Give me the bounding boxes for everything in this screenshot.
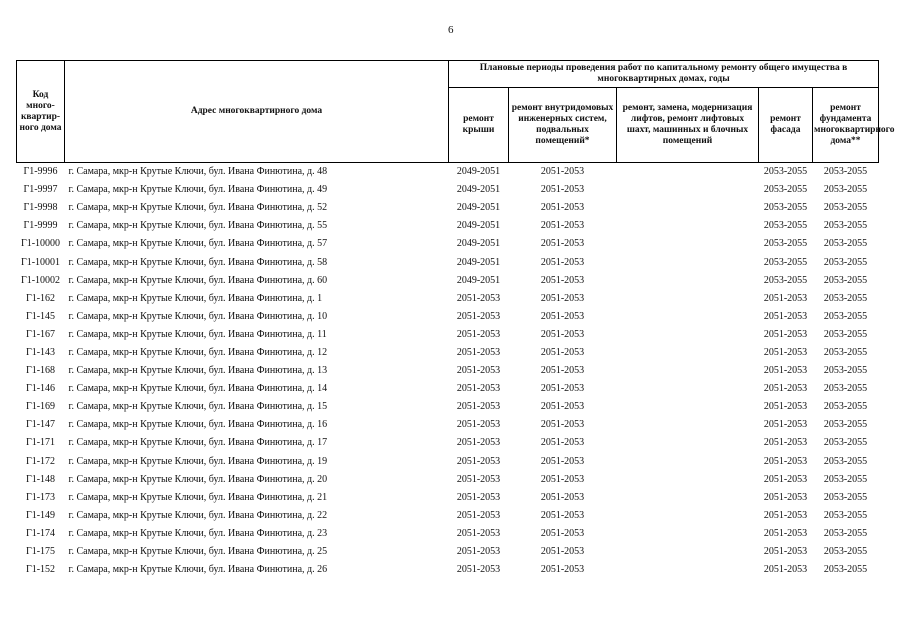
row-systems: 2051-2053 (540, 346, 585, 358)
row-lifts (617, 489, 759, 507)
row-address: г. Самара, мкр-н Крутые Ключи, бул. Ивана Финютина, д. 11 (68, 328, 327, 340)
row-code: Г1-9996 (23, 166, 58, 178)
row-code: Г1-167 (25, 328, 56, 340)
row-lifts (617, 290, 759, 308)
header-systems: ремонт внутридомовых инженерных систем, подвальных помещений* (509, 88, 617, 163)
row-roof: 2051-2053 (456, 328, 501, 340)
row-code: Г1-9998 (23, 202, 58, 214)
row-lifts (617, 217, 759, 235)
row-lifts (617, 434, 759, 452)
row-lifts (617, 453, 759, 471)
row-foundation: 2053-2055 (823, 202, 868, 214)
table-row (17, 253, 879, 271)
header-address: Адрес многоквартирного дома (65, 61, 449, 163)
row-roof: 2049-2051 (456, 238, 501, 250)
row-address: г. Самара, мкр-н Крутые Ключи, бул. Ивана Финютина, д. 25 (68, 546, 328, 558)
row-roof: 2051-2053 (456, 419, 501, 431)
header-foundation: ремонт фундамента многоквартирного дома** (813, 88, 879, 163)
row-facade: 2051-2053 (763, 455, 808, 467)
row-facade: 2053-2055 (763, 220, 808, 232)
row-roof: 2051-2053 (456, 383, 501, 395)
row-foundation: 2053-2055 (823, 473, 868, 485)
row-code: Г1-168 (25, 365, 56, 377)
row-roof: 2049-2051 (456, 184, 501, 196)
header-roof: ремонт крыши (449, 88, 509, 163)
row-foundation: 2053-2055 (823, 328, 868, 340)
row-code: Г1-148 (25, 473, 56, 485)
row-code: Г1-10000 (20, 238, 61, 250)
row-facade: 2053-2055 (763, 256, 808, 268)
row-foundation: 2053-2055 (823, 220, 868, 232)
row-address: г. Самара, мкр-н Крутые Ключи, бул. Ивана Финютина, д. 19 (68, 455, 328, 467)
row-foundation: 2053-2055 (823, 401, 868, 413)
row-lifts (617, 181, 759, 199)
row-foundation: 2053-2055 (823, 546, 868, 558)
row-systems: 2051-2053 (540, 166, 585, 178)
row-systems: 2051-2053 (540, 564, 585, 576)
table-row (17, 290, 879, 308)
row-roof: 2049-2051 (456, 256, 501, 268)
table-row (17, 163, 879, 182)
row-code: Г1-10001 (20, 256, 61, 268)
table-row (17, 434, 879, 452)
row-lifts (617, 362, 759, 380)
row-code: Г1-147 (25, 419, 56, 431)
row-address: г. Самара, мкр-н Крутые Ключи, бул. Ивана Финютина, д. 20 (68, 473, 328, 485)
table-row (17, 199, 879, 217)
row-roof: 2051-2053 (456, 292, 501, 304)
row-code: Г1-152 (25, 564, 56, 576)
row-code: Г1-175 (25, 546, 56, 558)
row-facade: 2051-2053 (763, 383, 808, 395)
row-foundation: 2053-2055 (823, 491, 868, 503)
row-systems: 2051-2053 (540, 455, 585, 467)
row-foundation: 2053-2055 (823, 365, 868, 377)
row-systems: 2051-2053 (540, 473, 585, 485)
row-systems: 2051-2053 (540, 256, 585, 268)
row-address: г. Самара, мкр-н Крутые Ключи, бул. Ивана Финютина, д. 22 (68, 509, 328, 521)
row-lifts (617, 326, 759, 344)
row-roof: 2049-2051 (456, 220, 501, 232)
table-row (17, 453, 879, 471)
row-systems: 2051-2053 (540, 202, 585, 214)
row-facade: 2051-2053 (763, 346, 808, 358)
table-body (17, 163, 879, 580)
row-address: г. Самара, мкр-н Крутые Ключи, бул. Ивана Финютина, д. 52 (68, 202, 328, 214)
row-systems: 2051-2053 (540, 365, 585, 377)
row-address: г. Самара, мкр-н Крутые Ключи, бул. Ивана Финютина, д. 57 (68, 238, 328, 250)
row-address: г. Самара, мкр-н Крутые Ключи, бул. Ивана Финютина, д. 21 (68, 491, 328, 503)
row-code: Г1-9997 (23, 184, 58, 196)
row-address: г. Самара, мкр-н Крутые Ключи, бул. Ивана Финютина, д. 58 (68, 256, 328, 268)
row-address: г. Самара, мкр-н Крутые Ключи, бул. Ивана Финютина, д. 55 (68, 220, 328, 232)
row-address: г. Самара, мкр-н Крутые Ключи, бул. Ивана Финютина, д. 48 (68, 166, 328, 178)
row-facade: 2051-2053 (763, 491, 808, 503)
row-foundation: 2053-2055 (823, 346, 868, 358)
row-lifts (617, 525, 759, 543)
row-facade: 2053-2055 (763, 274, 808, 286)
row-systems: 2051-2053 (540, 527, 585, 539)
row-address: г. Самара, мкр-н Крутые Ключи, бул. Ивана Финютина, д. 15 (68, 401, 328, 413)
row-foundation: 2053-2055 (823, 274, 868, 286)
row-code: Г1-172 (25, 455, 56, 467)
row-lifts (617, 199, 759, 217)
row-systems: 2051-2053 (540, 509, 585, 521)
table-row (17, 181, 879, 199)
row-systems: 2051-2053 (540, 184, 585, 196)
row-systems: 2051-2053 (540, 419, 585, 431)
row-foundation: 2053-2055 (823, 184, 868, 196)
row-facade: 2053-2055 (763, 238, 808, 250)
row-systems: 2051-2053 (540, 238, 585, 250)
table-row (17, 416, 879, 434)
row-roof: 2051-2053 (456, 401, 501, 413)
table-row (17, 398, 879, 416)
row-facade: 2051-2053 (763, 527, 808, 539)
table-row (17, 235, 879, 253)
row-address: г. Самара, мкр-н Крутые Ключи, бул. Ивана Финютина, д. 23 (68, 527, 328, 539)
row-systems: 2051-2053 (540, 546, 585, 558)
row-code: Г1-149 (25, 509, 56, 521)
row-roof: 2051-2053 (456, 509, 501, 521)
row-lifts (617, 163, 759, 182)
row-roof: 2051-2053 (456, 346, 501, 358)
row-address: г. Самара, мкр-н Крутые Ключи, бул. Ивана Финютина, д. 26 (68, 564, 328, 576)
row-foundation: 2053-2055 (823, 455, 868, 467)
row-code: Г1-146 (25, 383, 56, 395)
row-facade: 2051-2053 (763, 546, 808, 558)
row-code: Г1-171 (25, 437, 56, 449)
page-number: 6 (448, 24, 454, 36)
row-facade: 2053-2055 (763, 184, 808, 196)
header-facade: ремонт фасада (759, 88, 813, 163)
row-lifts (617, 308, 759, 326)
row-facade: 2051-2053 (763, 365, 808, 377)
table-row (17, 525, 879, 543)
table-row (17, 362, 879, 380)
row-foundation: 2053-2055 (823, 383, 868, 395)
header-lifts: ремонт, замена, модернизация лифтов, ремонт лифтовых шахт, машинных и блочных помещений (617, 88, 759, 163)
row-roof: 2051-2053 (456, 564, 501, 576)
row-lifts (617, 235, 759, 253)
row-code: Г1-162 (25, 292, 56, 304)
row-systems: 2051-2053 (540, 274, 585, 286)
row-address: г. Самара, мкр-н Крутые Ключи, бул. Ивана Финютина, д. 14 (68, 383, 328, 395)
table-row (17, 380, 879, 398)
row-roof: 2049-2051 (456, 274, 501, 286)
row-facade: 2051-2053 (763, 564, 808, 576)
row-facade: 2051-2053 (763, 473, 808, 485)
row-facade: 2051-2053 (763, 310, 808, 322)
row-facade: 2053-2055 (763, 166, 808, 178)
row-systems: 2051-2053 (540, 292, 585, 304)
row-systems: 2051-2053 (540, 383, 585, 395)
row-roof: 2051-2053 (456, 365, 501, 377)
row-lifts (617, 507, 759, 525)
row-facade: 2051-2053 (763, 328, 808, 340)
row-address: г. Самара, мкр-н Крутые Ключи, бул. Ивана Финютина, д. 10 (68, 310, 328, 322)
repair-schedule-table (16, 60, 895, 579)
row-foundation: 2053-2055 (823, 310, 868, 322)
row-address: г. Самара, мкр-н Крутые Ключи, бул. Ивана Финютина, д. 49 (68, 184, 328, 196)
table-row (17, 217, 879, 235)
row-systems: 2051-2053 (540, 491, 585, 503)
row-code: Г1-169 (25, 401, 56, 413)
row-roof: 2051-2053 (456, 310, 501, 322)
row-facade: 2051-2053 (763, 437, 808, 449)
row-systems: 2051-2053 (540, 328, 585, 340)
table-row (17, 308, 879, 326)
row-foundation: 2053-2055 (823, 437, 868, 449)
row-foundation: 2053-2055 (823, 419, 868, 431)
row-lifts (617, 398, 759, 416)
row-lifts (617, 380, 759, 398)
row-foundation: 2053-2055 (823, 527, 868, 539)
row-address: г. Самара, мкр-н Крутые Ключи, бул. Ивана Финютина, д. 12 (68, 346, 328, 358)
row-address: г. Самара, мкр-н Крутые Ключи, бул. Ивана Финютина, д. 60 (68, 274, 328, 286)
row-facade: 2051-2053 (763, 401, 808, 413)
table-row (17, 344, 879, 362)
row-address: г. Самара, мкр-н Крутые Ключи, бул. Ивана Финютина, д. 1 (68, 292, 323, 304)
table-row (17, 507, 879, 525)
row-code: Г1-143 (25, 346, 56, 358)
row-facade: 2051-2053 (763, 509, 808, 521)
table-row (17, 272, 879, 290)
row-code: Г1-9999 (23, 220, 58, 232)
row-lifts (617, 416, 759, 434)
row-address: г. Самара, мкр-н Крутые Ключи, бул. Ивана Финютина, д. 17 (68, 437, 328, 449)
row-systems: 2051-2053 (540, 401, 585, 413)
table-row (17, 489, 879, 507)
row-address: г. Самара, мкр-н Крутые Ключи, бул. Ивана Финютина, д. 16 (68, 419, 328, 431)
row-foundation: 2053-2055 (823, 256, 868, 268)
row-systems: 2051-2053 (540, 437, 585, 449)
row-systems: 2051-2053 (540, 220, 585, 232)
row-lifts (617, 272, 759, 290)
table-row (17, 561, 879, 579)
row-roof: 2051-2053 (456, 527, 501, 539)
row-lifts (617, 543, 759, 561)
row-facade: 2053-2055 (763, 202, 808, 214)
row-systems: 2051-2053 (540, 310, 585, 322)
row-code: Г1-174 (25, 527, 56, 539)
row-roof: 2051-2053 (456, 455, 501, 467)
row-lifts (617, 561, 759, 579)
row-roof: 2051-2053 (456, 491, 501, 503)
row-foundation: 2053-2055 (823, 166, 868, 178)
row-address: г. Самара, мкр-н Крутые Ключи, бул. Ивана Финютина, д. 13 (68, 365, 328, 377)
row-roof: 2051-2053 (456, 437, 501, 449)
row-lifts (617, 253, 759, 271)
table-row (17, 326, 879, 344)
header-code: Код много-квартир-ного дома (17, 61, 65, 163)
row-code: Г1-173 (25, 491, 56, 503)
row-roof: 2051-2053 (456, 473, 501, 485)
row-code: Г1-10002 (20, 274, 61, 286)
header-periods-group: Плановые периоды проведения работ по капитальному ремонту общего имущества в многоквартирных домах, годы (449, 61, 879, 88)
row-lifts (617, 344, 759, 362)
row-roof: 2051-2053 (456, 546, 501, 558)
row-facade: 2051-2053 (763, 419, 808, 431)
row-lifts (617, 471, 759, 489)
row-code: Г1-145 (25, 310, 56, 322)
table-row (17, 471, 879, 489)
row-roof: 2049-2051 (456, 202, 501, 214)
row-foundation: 2053-2055 (823, 564, 868, 576)
row-roof: 2049-2051 (456, 166, 501, 178)
row-facade: 2051-2053 (763, 292, 808, 304)
row-foundation: 2053-2055 (823, 509, 868, 521)
row-foundation: 2053-2055 (823, 238, 868, 250)
table-row (17, 543, 879, 561)
row-foundation: 2053-2055 (823, 292, 868, 304)
